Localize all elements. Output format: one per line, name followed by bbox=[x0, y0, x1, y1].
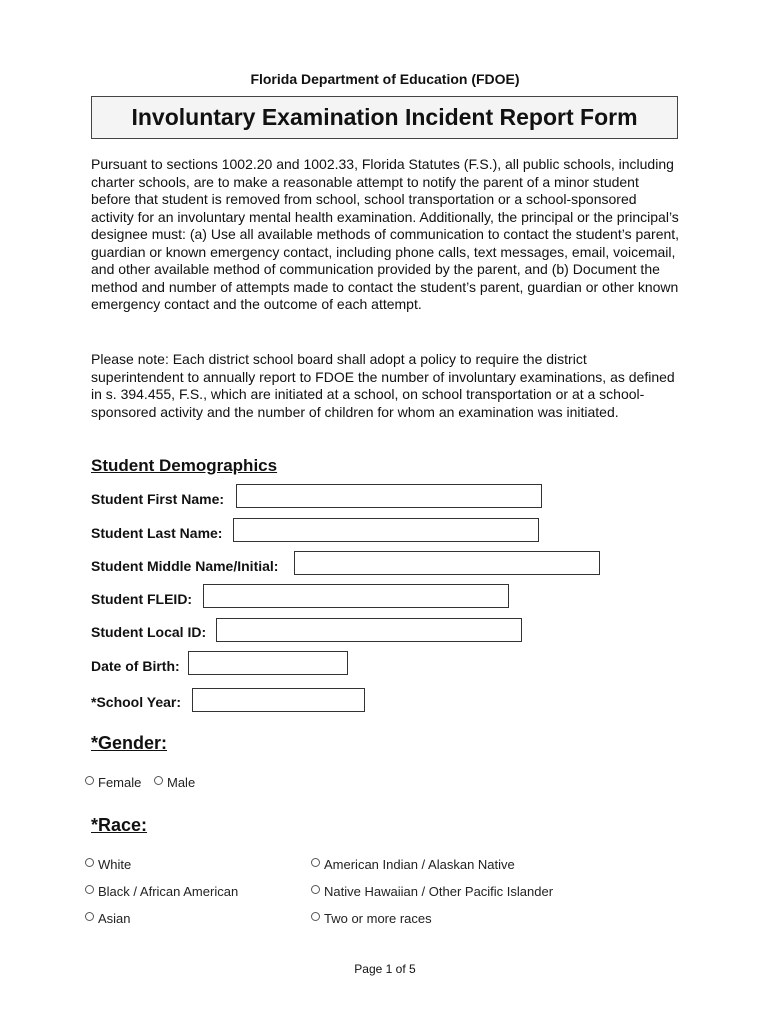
radio-circle-icon bbox=[311, 885, 320, 894]
radio-circle-icon bbox=[85, 776, 94, 785]
last-name-input[interactable] bbox=[233, 518, 539, 542]
intro-paragraph-2: Please note: Each district school board shall adopt a policy to require the district superintendent to annually report to FDOE the number of involuntary examinations, as defined in s. 394.455, F.S., which are initiated at a school, on school transportation or at a school-sponsored activity and the number of children for whom an examination was initiated. bbox=[91, 351, 675, 420]
dob-label: Date of Birth: bbox=[91, 658, 180, 674]
school-year-input[interactable] bbox=[192, 688, 365, 712]
first-name-input[interactable] bbox=[236, 484, 542, 508]
race-american-indian-radio[interactable] bbox=[311, 857, 515, 872]
form-title: Involuntary Examination Incident Report Form bbox=[91, 96, 678, 139]
radio-circle-icon bbox=[311, 858, 320, 867]
first-name-label: Student First Name: bbox=[91, 491, 225, 507]
dob-input[interactable] bbox=[188, 651, 348, 675]
fleid-input[interactable] bbox=[203, 584, 509, 608]
radio-circle-icon bbox=[311, 912, 320, 921]
school-year-label: *School Year: bbox=[91, 694, 182, 710]
fleid-label: Student FLEID: bbox=[91, 591, 193, 607]
page-number: Page 1 of 5 bbox=[354, 962, 416, 976]
local-id-input[interactable] bbox=[216, 618, 522, 642]
department-header: Florida Department of Education (FDOE) bbox=[250, 71, 520, 87]
race-option-label: Asian bbox=[98, 911, 131, 926]
middle-name-label: Student Middle Name/Initial: bbox=[91, 558, 279, 574]
race-native-hawaiian-radio[interactable] bbox=[311, 884, 553, 899]
gender-option-label: Male bbox=[167, 775, 196, 790]
race-white-radio[interactable] bbox=[85, 857, 131, 872]
radio-circle-icon bbox=[85, 912, 94, 921]
race-option-label: Native Hawaiian / Other Pacific Islander bbox=[324, 884, 554, 899]
race-black-radio[interactable] bbox=[85, 884, 238, 899]
intro-paragraph-1: Pursuant to sections 1002.20 and 1002.33, Florida Statutes (F.S.), all public schools, including charter schools, are to make a reasonable attempt to notify the parent of a minor student before that student is removed from school, school transportation or a school-sponsored activity for an involuntary mental health examination. Additionally, the principal or the principal’s designee must: (a) Use all available methods of communication to contact the student’s parent, guardian or known emergency contact, including phone calls, text messages, email, voicemail, and other available method of communication provided by the parent, and (b) Document the method and number of attempts made to contact the student’s parent, guardian or other known emergency contact and the outcome of each attempt. bbox=[91, 156, 680, 312]
last-name-label: Student Last Name: bbox=[91, 525, 223, 541]
race-option-label: Two or more races bbox=[324, 911, 432, 926]
local-id-label: Student Local ID: bbox=[91, 624, 207, 640]
race-option-label: American Indian / Alaskan Native bbox=[324, 857, 515, 872]
radio-circle-icon bbox=[85, 858, 94, 867]
race-two-or-more-radio[interactable] bbox=[311, 911, 432, 926]
race-option-label: Black / African American bbox=[98, 884, 239, 899]
gender-male-radio[interactable] bbox=[154, 775, 195, 790]
race-heading: *Race: bbox=[91, 815, 148, 835]
radio-circle-icon bbox=[85, 885, 94, 894]
race-asian-radio[interactable] bbox=[85, 911, 131, 926]
gender-female-radio[interactable] bbox=[85, 775, 141, 790]
gender-heading: *Gender: bbox=[91, 733, 168, 753]
gender-option-label: Female bbox=[98, 775, 142, 790]
middle-name-input[interactable] bbox=[294, 551, 600, 575]
race-option-label: White bbox=[98, 857, 132, 872]
radio-circle-icon bbox=[154, 776, 163, 785]
student-demographics-heading: Student Demographics bbox=[91, 456, 278, 475]
